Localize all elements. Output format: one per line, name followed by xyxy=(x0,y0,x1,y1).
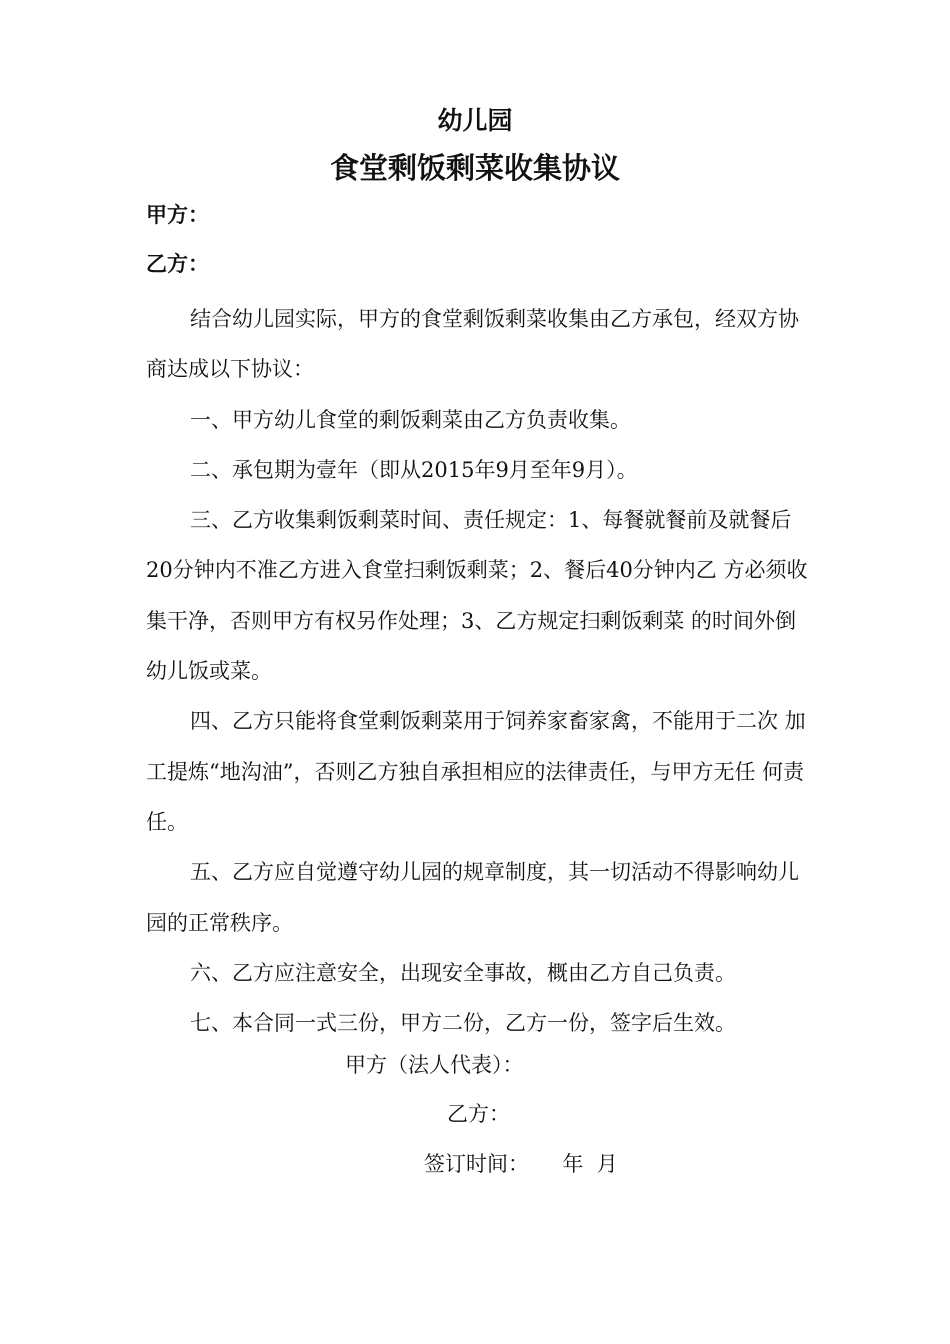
paragraph-clause-3: 三、乙方收集剩饭剩菜时间、责任规定：1、每餐就餐前及就餐后20分钟内不准乙方进入食堂扫剩饭剩菜；2、餐后40分钟内乙 方必须收集干净，否则甲方有权另作处理；3、乙方规定扫剩饭剩菜 的时间外倒幼儿饭或菜。 xyxy=(146,508,808,684)
signature-party-a-representative: 甲方（法人代表）： xyxy=(345,1053,524,1077)
paragraph-clause-4: 四、乙方只能将食堂剩饭剩菜用于饲养家畜家禽，不能用于二次 加工提炼“地沟油”，否则乙方独自承担相应的法律责任，与甲方无任 何责任。 xyxy=(146,709,806,834)
document-title-line1: 幼儿园 xyxy=(437,106,513,135)
signature-date: 签订时间： 年 月 xyxy=(424,1152,618,1176)
paragraph-clause-7: 七、本合同一式三份，甲方二份，乙方一份，签字后生效。 xyxy=(190,1011,736,1036)
paragraph-clause-6: 六、乙方应注意安全，出现安全事故，概由乙方自己负责。 xyxy=(190,960,736,985)
paragraph-clause-1: 一、甲方幼儿食堂的剩饭剩菜由乙方负责收集。 xyxy=(190,407,631,432)
paragraph-clause-5: 五、乙方应自觉遵守幼儿园的规章制度，其一切活动不得影响幼儿园的正常秩序。 xyxy=(146,860,799,935)
signature-party-b: 乙方： xyxy=(447,1102,510,1126)
agreement-body xyxy=(146,294,816,1048)
party-b-label: 乙方： xyxy=(146,251,209,276)
paragraph-clause-2: 二、承包期为壹年（即从2015年9月至年9月）。 xyxy=(190,457,638,482)
paragraph-intro: 结合幼儿园实际，甲方的食堂剩饭剩菜收集由乙方承包，经双方协商达成以下协议： xyxy=(146,307,799,382)
party-a-label: 甲方： xyxy=(146,202,209,227)
document-title-line2: 食堂剩饭剩菜收集协议 xyxy=(329,151,620,185)
